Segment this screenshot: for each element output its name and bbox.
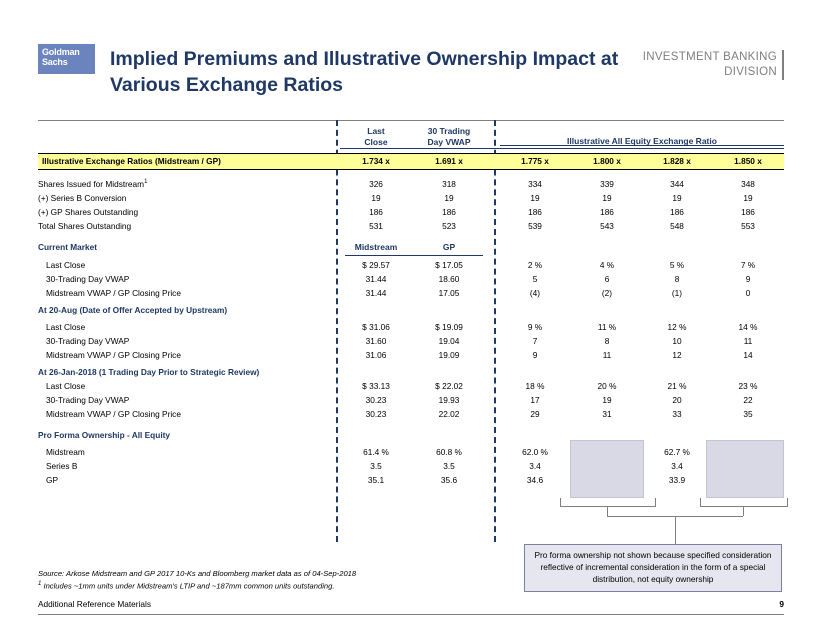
col-header-vwap-line1: 30 Trading: [427, 126, 471, 136]
section-3-row-1-label: Series B: [46, 461, 78, 471]
section-2-row-1-v0: 17: [530, 395, 540, 405]
shares-3-v5: 553: [741, 221, 755, 231]
section-3-row-1-mid: 3.5: [370, 461, 382, 471]
shares-3-v2: 539: [528, 221, 542, 231]
vertical-divider-2: [494, 120, 496, 542]
section-0-row-0-v0: 2 %: [527, 260, 543, 270]
section-3-row-2-v2: 33.9: [668, 475, 686, 485]
shares-0-v2: 334: [528, 179, 542, 189]
shares-3-v0: 531: [369, 221, 383, 231]
callout-note: Pro forma ownership not shown because specified consideration reflective of incremental consideration in the form of a special distribution, not equity ownership: [524, 544, 782, 592]
section-2-row-0-v1: 20 %: [597, 381, 617, 391]
shares-0-v5: 348: [741, 179, 755, 189]
section-0-row-0-label: Last Close: [46, 260, 86, 270]
section-2-row-1-gp: 19.93: [438, 395, 460, 405]
shares-0-v4: 344: [670, 179, 684, 189]
shares-0-v0: 326: [369, 179, 383, 189]
section-1-row-0-v3: 14 %: [738, 322, 758, 332]
shares-2-v5: 186: [741, 207, 755, 217]
section-0-row-1-v3: 9: [745, 274, 751, 284]
section-3-row-0-v2: 62.7 %: [664, 447, 690, 457]
page-title: Implied Premiums and Illustrative Ownership Impact at Various Exchange Ratios: [110, 48, 619, 96]
shares-1-v2: 19: [530, 193, 540, 203]
shares-2-v0: 186: [369, 207, 383, 217]
section-2-row-0-gp: $ 22.02: [435, 381, 463, 391]
section-2-row-0-mid: $ 33.13: [362, 381, 390, 391]
exchange-ratio-value-3: 1.800 x: [593, 156, 621, 166]
section-2-row-1-v1: 19: [602, 395, 612, 405]
shares-label-text-0: Shares Issued for Midstream: [38, 179, 145, 189]
shares-row-label-0: [38, 179, 147, 189]
col-header-vwap-line2: Day VWAP: [427, 137, 471, 147]
exchange-ratio-label: Illustrative Exchange Ratios (Midstream / GP): [42, 156, 221, 166]
section-2-row-0-v2: 21 %: [667, 381, 687, 391]
logo-line-1: Goldman: [42, 47, 80, 57]
section-3-row-0-gp: 60.8 %: [436, 447, 462, 457]
shares-1-v4: 19: [672, 193, 682, 203]
exchange-ratio-value-5: 1.850 x: [734, 156, 762, 166]
shares-0-v1: 318: [442, 179, 456, 189]
section-0-row-2-v2: (1): [671, 288, 683, 298]
section-1-row-1-v0: 7: [532, 336, 538, 346]
col-header-illustrative: Illustrative All Equity Exchange Ratio: [567, 136, 717, 146]
section-0-row-2-mid: 31.44: [365, 288, 387, 298]
section-3-row-2-mid: 35.1: [367, 475, 385, 485]
shares-0-v3: 339: [600, 179, 614, 189]
shares-1-v0: 19: [371, 193, 381, 203]
col-header-last-close: [340, 126, 412, 148]
col-header-last-close-line2: Close: [364, 137, 388, 147]
section-0-row-2-label: Midstream VWAP / GP Closing Price: [46, 288, 181, 298]
page-number: 9: [779, 599, 784, 609]
section-title-2: At 26-Jan-2018 (1 Trading Day Prior to Strategic Review): [38, 367, 260, 377]
section-1-row-0-label: Last Close: [46, 322, 86, 332]
section-0-row-1-v0: 5: [532, 274, 538, 284]
section-0-row-0-v1: 4 %: [599, 260, 615, 270]
shares-3-v1: 523: [442, 221, 456, 231]
section-2-row-0-label: Last Close: [46, 381, 86, 391]
section-0-row-1-label: 30-Trading Day VWAP: [46, 274, 130, 284]
section-title-0: Current Market: [38, 242, 98, 252]
footnote-marker: 1: [38, 581, 42, 587]
footnote-line: [38, 579, 356, 592]
section-2-row-0-v0: 18 %: [525, 381, 545, 391]
section-title-1: At 20-Aug (Date of Offer Accepted by Upstream): [38, 305, 228, 315]
vertical-divider-1: [336, 120, 338, 542]
section-1-row-0-gp: $ 19.09: [435, 322, 463, 332]
shares-2-v1: 186: [442, 207, 456, 217]
section-2-row-1-v2: 20: [672, 395, 682, 405]
brace-stem-left: [607, 506, 608, 516]
section-0-row-0-v3: 7 %: [740, 260, 756, 270]
section-0-row-2-gp: 17.05: [438, 288, 460, 298]
section-1-row-1-v1: 8: [604, 336, 610, 346]
section-0-row-1-v2: 8: [674, 274, 680, 284]
shares-row-label-3: Total Shares Outstanding: [38, 221, 132, 231]
section-1-row-1-v3: 11: [743, 336, 753, 346]
section-3-row-0-label: Midstream: [46, 447, 85, 457]
section-title-3: Pro Forma Ownership - All Equity: [38, 430, 170, 440]
shares-3-v3: 543: [600, 221, 614, 231]
col-header-gp: GP: [442, 242, 456, 252]
section-3-row-2-label: GP: [46, 475, 58, 485]
section-3-row-0-mid: 61.4 %: [363, 447, 389, 457]
footnote-text: Includes ~1mm units under Midstream's LTIP and ~187mm common units outstanding.: [41, 581, 335, 591]
division-line-2: DIVISION: [724, 66, 777, 78]
section-2-row-2-v0: 29: [530, 409, 540, 419]
section-2-row-2-v2: 33: [672, 409, 682, 419]
section-1-row-0-mid: $ 31.06: [362, 322, 390, 332]
section-0-row-2-v1: (2): [601, 288, 613, 298]
section-0-row-2-v3: 0: [745, 288, 751, 298]
column-header-divider: [340, 148, 784, 149]
section-1-row-1-gp: 19.04: [438, 336, 460, 346]
section-1-row-2-label: Midstream VWAP / GP Closing Price: [46, 350, 181, 360]
brace-stem-right: [743, 506, 744, 516]
section-2-row-0-v3: 23 %: [738, 381, 758, 391]
section-1-row-0-v2: 12 %: [667, 322, 687, 332]
section-3-row-1-v2: 3.4: [671, 461, 683, 471]
shares-2-v4: 186: [670, 207, 684, 217]
section-2-row-2-label: Midstream VWAP / GP Closing Price: [46, 409, 181, 419]
exchange-ratio-value-4: 1.828 x: [663, 156, 691, 166]
section-0-row-1-v1: 6: [604, 274, 610, 284]
section-1-row-2-v3: 14: [743, 350, 753, 360]
division-line-1: INVESTMENT BANKING: [642, 51, 777, 63]
shares-2-v2: 186: [528, 207, 542, 217]
shares-1-v3: 19: [602, 193, 612, 203]
section-2-row-2-mid: 30.23: [365, 409, 387, 419]
goldman-sachs-logo: [38, 44, 95, 74]
section-2-row-2-v1: 31: [602, 409, 612, 419]
source-line: Source: Arkose Midstream and GP 2017 10-Ks and Bloomberg market data as of 04-Sep-2018: [38, 569, 357, 578]
section-3-row-2-v0: 34.6: [526, 475, 544, 485]
section-1-row-0-v0: 9 %: [527, 322, 543, 332]
section-1-row-2-mid: 31.06: [365, 350, 387, 360]
section-0-row-0-v2: 5 %: [669, 260, 685, 270]
shares-1-v1: 19: [444, 193, 454, 203]
section-0-row-2-v0: (4): [529, 288, 541, 298]
section-0-row-1-mid: 31.44: [365, 274, 387, 284]
section-0-row-1-gp: 18.60: [438, 274, 460, 284]
source-note: [38, 568, 356, 592]
shares-3-v4: 548: [670, 221, 684, 231]
section-3-row-0-v0: 62.0 %: [522, 447, 548, 457]
section-1-row-1-mid: 31.60: [365, 336, 387, 346]
section-1-row-1-v2: 10: [672, 336, 682, 346]
section-2-row-2-gp: 22.02: [438, 409, 460, 419]
col-header-last-close-line1: Last: [367, 126, 385, 136]
col-header-vwap: [412, 126, 486, 148]
exchange-ratio-value-1: 1.691 x: [435, 156, 463, 166]
section-2-row-1-mid: 30.23: [365, 395, 387, 405]
logo-line-2: Sachs: [42, 57, 68, 67]
header-divider: [38, 120, 784, 121]
section-2-row-1-label: 30-Trading Day VWAP: [46, 395, 130, 405]
section-1-row-2-v1: 11: [602, 350, 612, 360]
redaction-box-1: [570, 440, 644, 498]
division-label: [643, 50, 784, 80]
midstream-gp-rule: [345, 255, 483, 256]
section-1-row-1-label: 30-Trading Day VWAP: [46, 336, 130, 346]
shares-1-v5: 19: [743, 193, 753, 203]
col-header-midstream: Midstream: [354, 242, 398, 252]
redaction-box-2: [706, 440, 784, 498]
shares-row-label-1: (+) Series B Conversion: [38, 193, 127, 203]
exchange-ratio-value-2: 1.775 x: [521, 156, 549, 166]
footer-label: Additional Reference Materials: [38, 599, 151, 609]
section-3-row-1-gp: 3.5: [443, 461, 455, 471]
shares-footnote-0: 1: [144, 179, 148, 186]
section-3-row-1-v0: 3.4: [529, 461, 541, 471]
section-1-row-0-v1: 11 %: [597, 322, 617, 332]
brace-right: [700, 498, 788, 507]
section-2-row-2-v3: 35: [743, 409, 753, 419]
section-1-row-2-v2: 12: [672, 350, 682, 360]
exchange-ratio-value-0: 1.734 x: [362, 156, 390, 166]
brace-stem-callout: [675, 516, 676, 544]
shares-row-label-2: (+) GP Shares Outstanding: [38, 207, 139, 217]
section-2-row-1-v3: 22: [743, 395, 753, 405]
shares-2-v3: 186: [600, 207, 614, 217]
footer-divider: [38, 614, 784, 615]
section-1-row-2-v0: 9: [532, 350, 538, 360]
section-0-row-0-gp: $ 17.05: [435, 260, 463, 270]
section-0-row-0-mid: $ 29.57: [362, 260, 390, 270]
brace-left: [560, 498, 656, 507]
section-3-row-2-gp: 35.6: [440, 475, 458, 485]
section-1-row-2-gp: 19.09: [438, 350, 460, 360]
